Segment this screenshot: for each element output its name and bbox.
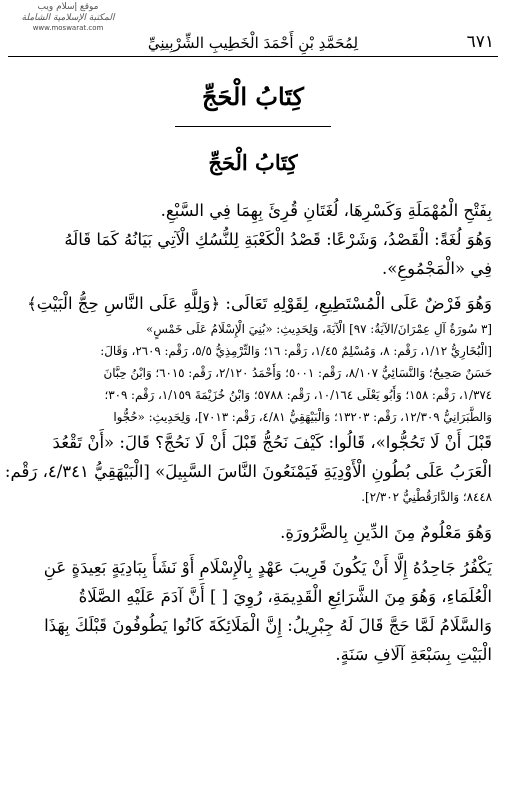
citation-line: حَسَنٌ صَحِيحٌ؛ وَالنَّسَائِيُّ ٨/١٠٧، رَقْم: ٥٠٠١؛ وَأَحْمَدُ ٢/١٢٠، رَقْم: ٦٠١٥؛ وَابْنُ حِبَّانَ: [103, 366, 492, 380]
watermark-line-1: موقع إسلام ويب: [37, 2, 99, 12]
text-line: فِي «الْمَجْمُوعِ».: [381, 259, 492, 278]
text-line: وَهُوَ فَرْضٌ عَلَى الْمُسْتَطِيعِ، لِقَوْلِهِ تَعَالَى: ﴿وَلِلَّهِ عَلَى النَّاسِ حِجُّ الْبَيْتِ﴾: [27, 294, 492, 313]
text-line: وَالسَّلَامُ لَمَّا حَجَّ قَالَ لَهُ جِبْرِيلُ: إِنَّ الْمَلَائِكَةَ كَانُوا يَطُوفُونَ قَبْلَكَ بِهَذَا: [44, 616, 492, 635]
chapter-subtitle: كِتَابُ الْحَجِّ: [208, 150, 298, 175]
text-line: بِفَتْحِ الْمُهْمَلَةِ وَكَسْرِهَا، لُغَتَانِ قُرِئَ بِهِمَا فِي السَّبْعِ.: [160, 201, 492, 220]
text-line: يَكْفُرُ جَاحِدُهُ إِلَّا أَنْ يَكُونَ قَرِيبَ عَهْدٍ بِالْإِسْلَامِ أَوْ نَشَأَ بِبَادِيَةٍ بَعِيدَةٍ عَنِ: [43, 558, 492, 577]
text-line: وَهُوَ لُغَةً: الْقَصْدُ، وَشَرْعًا: قَصْدُ الْكَعْبَةِ لِلنُّسُكِ الْآتِي بَيَانُهُ كَمَا قَالَهُ: [64, 230, 492, 249]
citation-line: وَالطَّبَرَانِيُّ ١٢/٣٠٩، رَقْم: ١٣٢٠٣؛ وَالْبَيْهَقِيُّ ٤/٨١، رَقْم: ٧٠١٣]، وَلِحَدِيثِ: «حُجُّوا: [113, 410, 492, 424]
site-watermark: [8, 2, 128, 33]
watermark-line-2: المكتبة الإسلامية الشاملة: [21, 13, 115, 23]
citation-line: [٣ سُورَةُ آلِ عِمْرَانَ/الآيَةُ: ٩٧] الْآيَةَ، وَلِحَدِيثِ: «بُنِيَ الْإِسْلَامُ عَلَى خَمْسٍ»: [146, 322, 492, 336]
text-line: وَهُوَ مَعْلُومٌ مِنَ الدِّينِ بِالضَّرُورَةِ.: [280, 523, 492, 542]
title-underline: [175, 126, 331, 127]
running-title: لِمُحَمَّدِ بْنِ أَحْمَدَ الْخَطِيبِ الشِّرْبِينِيِّ: [147, 34, 359, 52]
citation-line: ٨٤٤٨؛ وَالدَّارَقُطْنِيُّ ٢/٣٠٢].: [361, 490, 492, 504]
text-line: الْعُلَمَاءِ، وَهُوَ مِنَ الشَّرَائِعِ الْقَدِيمَةِ، رُوِيَ [ ] أَنَّ آدَمَ عَلَيْهِ الصَّلَاةُ: [78, 587, 492, 606]
text-line: الْعَرَبُ عَلَى بُطُونِ الْأَوْدِيَةِ فَيَمْنَعُونَ النَّاسَ السَّبِيلَ» [الْبَيْهَقِيُّ ٤/٣٤١، رَقْم:: [4, 462, 492, 481]
page-header: [8, 30, 498, 57]
chapter-title: كِتَابُ الْحَجِّ: [202, 82, 304, 111]
text-line: الْبَيْتِ بِسَبْعَةِ آلَافِ سَنَةٍ.: [335, 645, 492, 664]
page-number: ٦٧١: [466, 32, 494, 52]
citation-line: ١/٣٧٤، رَقْم: ١٥٨؛ وَأَبُو يَعْلَى ١٠/١٦٤، رَقْم: ٥٧٨٨؛ وَابْنُ خُزَيْمَةَ ١/١٥٩، رَقْم: ٣٠٩؛: [104, 388, 492, 402]
watermark-url: www.moswarat.com: [32, 24, 104, 32]
text-line: قَبْلَ أَنْ لَا تَحُجُّوا»، قَالُوا: كَيْفَ نَحُجُّ قَبْلَ أَنْ لَا نَحُجَّ؟ قَالَ: «أَنْ تَقْعُدَ: [52, 433, 492, 452]
citation-line: [الْبُخَارِيُّ ١/١٢، رَقْم: ٨، وَمُسْلِمٌ ١/٤٥، رَقْم: ١٦؛ وَالتِّرْمِذِيُّ ٥/٥، رَقْم: ٢٦٠٩، وَقَالَ:: [100, 344, 492, 358]
body-text: [4, 196, 492, 669]
